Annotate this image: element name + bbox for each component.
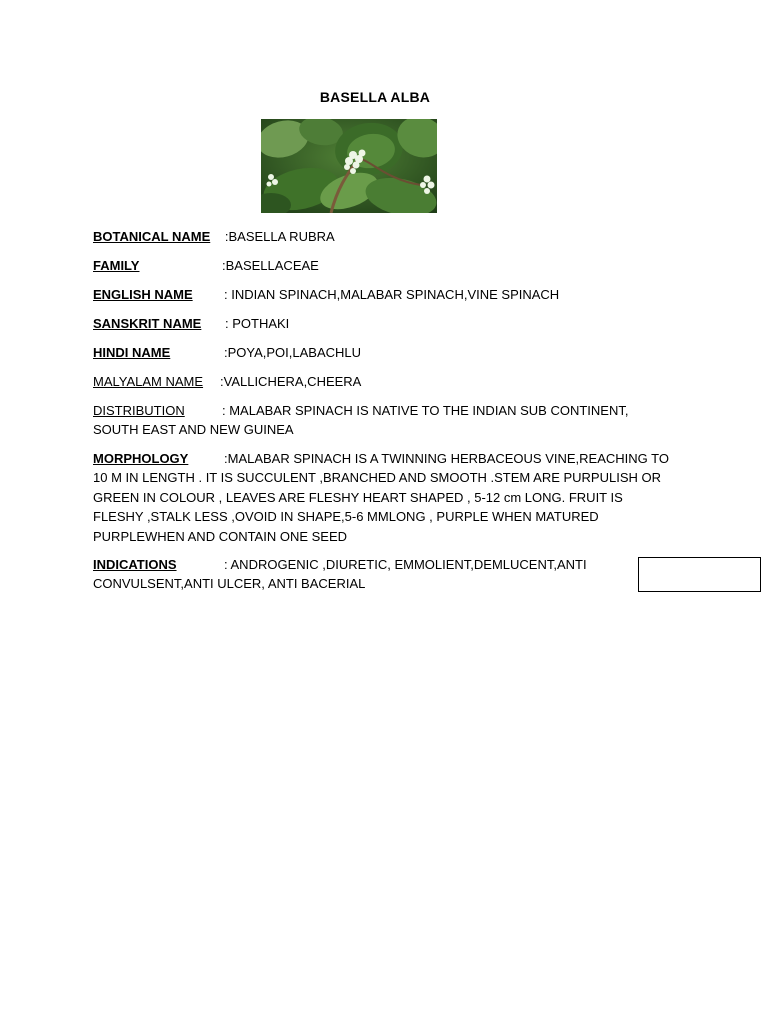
field-value: : ANDROGENIC ,DIURETIC, EMMOLIENT,DEMLUCENT,ANTI CONVULSENT,ANTI ULCER, ANTI BACERIAL	[93, 557, 587, 592]
field-value: :VALLICHERA,CHEERA	[220, 374, 362, 389]
field-label: MORPHOLOGY	[93, 451, 189, 466]
field-label: SANSKRIT NAME	[93, 316, 202, 331]
empty-text-box	[638, 557, 761, 592]
field-value: : INDIAN SPINACH,MALABAR SPINACH,VINE SPINACH	[224, 287, 560, 302]
field-value: :MALABAR SPINACH IS A TWINNING HERBACEOUS VINE,REACHING TO 10 M IN LENGTH . IT IS SUCCULENT ,BRANCHED AND SMOOTH .STEM ARE PURPULISH OR GREEN IN COLOUR , LEAVES ARE FLESHY HEART SHAPED , 5-12 cm LONG. FRUIT IS FLESHY ,STALK LESS ,OVOID IN SHAPE,5-6 MMLONG , PURPLE WHEN MATURED PURPLEWHEN AND CONTAIN ONE SEED	[93, 451, 669, 544]
plant-illustration	[261, 119, 437, 213]
field-english-name	[93, 285, 673, 304]
field-label: MALYALAM NAME	[93, 374, 204, 389]
document-title: BASELLA ALBA	[319, 89, 431, 105]
field-value: : POTHAKI	[225, 316, 290, 331]
field-value: :BASELLA RUBRA	[221, 229, 335, 244]
field-malyalam-name	[93, 372, 673, 391]
field-morphology	[93, 449, 673, 546]
field-sanskrit-name	[93, 314, 673, 333]
field-hindi-name	[93, 343, 673, 362]
field-label: BOTANICAL NAME	[93, 229, 211, 244]
field-label: FAMILY	[93, 258, 140, 273]
field-value: :POYA,POI,LABACHLU	[224, 345, 362, 360]
field-indications	[93, 555, 613, 594]
field-distribution	[93, 401, 673, 440]
field-value: :BASELLACEAE	[222, 258, 319, 273]
field-label: DISTRIBUTION	[93, 403, 185, 418]
field-label: HINDI NAME	[93, 345, 171, 360]
basella-plant-photo	[261, 119, 437, 213]
field-family	[93, 256, 673, 275]
field-botanical-name	[93, 227, 673, 246]
field-label: ENGLISH NAME	[93, 287, 193, 302]
field-label: INDICATIONS	[93, 557, 177, 572]
field-value: : MALABAR SPINACH IS NATIVE TO THE INDIAN SUB CONTINENT, SOUTH EAST AND NEW GUINEA	[93, 403, 629, 438]
